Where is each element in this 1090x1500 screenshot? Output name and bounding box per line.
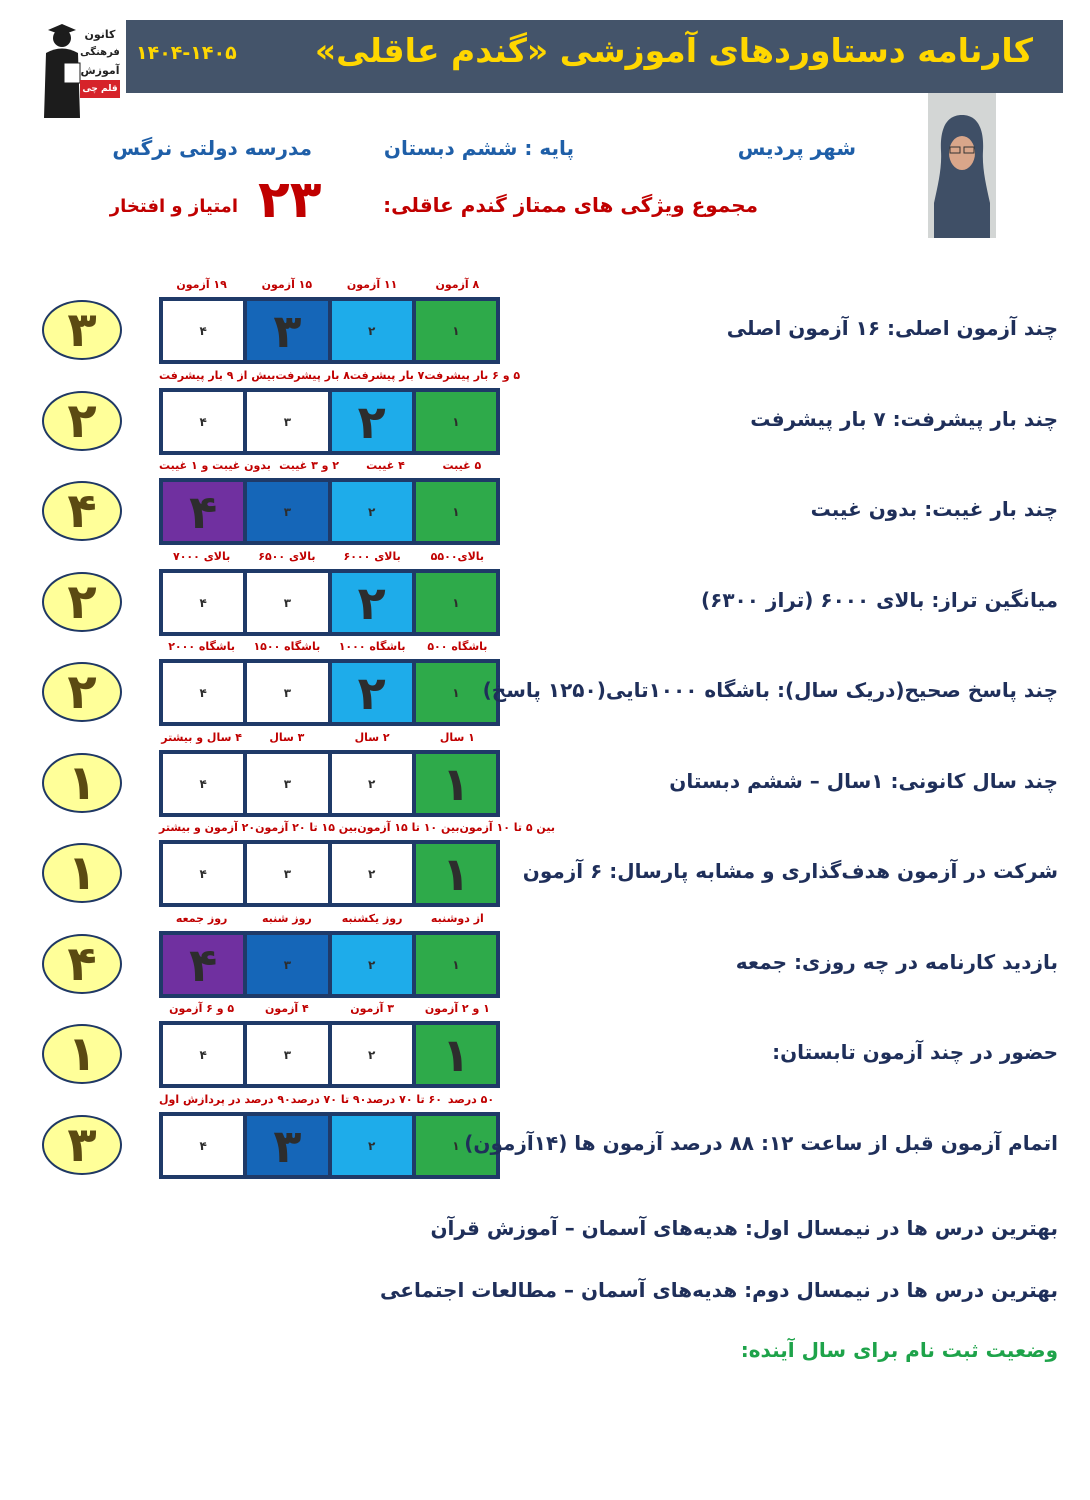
row-thresholds xyxy=(159,640,500,653)
level-cell-1: ۱ xyxy=(416,573,496,632)
row-thresholds xyxy=(159,369,521,382)
threshold-label: ۱۵ آزمون xyxy=(261,278,313,291)
threshold-label: بالای ۷۰۰۰ xyxy=(173,550,231,563)
threshold-label: بدون غیبت و ۱ غیبت xyxy=(159,459,271,472)
threshold-label: بالای ۶۵۰۰ xyxy=(258,550,316,563)
score-label: امتیاز و افتخار xyxy=(109,196,238,217)
threshold-label: روز یکشنبه xyxy=(341,912,403,925)
level-grid xyxy=(159,750,500,817)
grade: پایه : ششم دبستان xyxy=(383,136,574,160)
threshold-label: ۳ آزمون xyxy=(350,1002,394,1015)
threshold-label: ۲ سال xyxy=(354,731,390,744)
level-cell-2: ۲ xyxy=(332,663,412,722)
page-title: کارنامه دستاوردهای آموزشی «گندم عاقلی» xyxy=(314,31,1033,70)
level-cell-2: ۲ xyxy=(332,935,412,994)
level-cell-4: ۴ xyxy=(163,1025,243,1084)
level-cell-4: ۴ xyxy=(163,392,243,451)
level-cell-2: ۲ xyxy=(332,844,412,903)
threshold-label: ۴ سال و بیشتر xyxy=(161,731,242,744)
level-cell-2: ۲ xyxy=(332,1025,412,1084)
criterion-text: چند سال کانونی: ۱سال – ششم دبستان xyxy=(669,769,1058,793)
level-grid xyxy=(159,388,500,455)
threshold-label: ۷ بار پیشرفت xyxy=(349,369,425,382)
level-cell-4: ۴ xyxy=(163,663,243,722)
logo-text-3: آموزش xyxy=(80,64,120,77)
threshold-label: ۶۰ تا ۷۰ درصد xyxy=(366,1093,442,1106)
threshold-label: بالای ۶۰۰۰ xyxy=(343,550,401,563)
logo-text-1: کانون xyxy=(84,28,116,41)
threshold-label: بین ۱۵ تا ۲۰ آزمون xyxy=(255,821,358,834)
level-cell-2: ۲ xyxy=(332,1116,412,1175)
threshold-label: ۱ و ۲ آزمون xyxy=(424,1002,490,1015)
title-banner xyxy=(126,20,1063,93)
level-cell-2: ۲ xyxy=(332,301,412,360)
row-thresholds xyxy=(159,912,500,925)
level-cell-3: ۳ xyxy=(247,844,327,903)
threshold-label: باشگاه ۲۰۰۰ xyxy=(168,640,236,653)
threshold-label: باشگاه ۱۰۰۰ xyxy=(338,640,406,653)
level-grid xyxy=(159,840,500,907)
level-cell-4: ۴ xyxy=(163,573,243,632)
threshold-label: بین ۵ تا ۱۰ آزمون xyxy=(459,821,555,834)
score-circle: ۲ xyxy=(42,572,122,632)
threshold-label: باشگاه ۵۰۰ xyxy=(427,640,488,653)
best-subjects-second: بهترین درس ها در نیمسال دوم: هدیه‌های آسمان – مطالعات اجتماعی xyxy=(380,1278,1058,1302)
threshold-label: ۹۰ تا ۷۰ درصد xyxy=(290,1093,367,1106)
level-cell-1: ۱ xyxy=(416,1025,496,1084)
level-cell-3: ۳ xyxy=(247,1025,327,1084)
level-cell-2: ۲ xyxy=(332,482,412,541)
total-label: مجموع ویژگی های ممتاز گندم عاقلی: xyxy=(383,193,758,217)
criterion-text: چند آزمون اصلی: ۱۶ آزمون اصلی xyxy=(726,316,1058,340)
score-circle: ۱ xyxy=(42,843,122,903)
threshold-label: باشگاه ۱۵۰۰ xyxy=(253,640,321,653)
row-thresholds xyxy=(159,1093,500,1106)
criterion-text: اتمام آزمون قبل از ساعت ۱۲: ۸۸ درصد آزمون ها (۱۴آزمون) xyxy=(464,1131,1058,1155)
threshold-label: ۴ غیبت xyxy=(366,459,405,472)
threshold-label: ۴ آزمون xyxy=(265,1002,309,1015)
level-cell-3: ۳ xyxy=(247,1116,327,1175)
score-circle: ۱ xyxy=(42,753,122,813)
criterion-text: میانگین تراز: بالای ۶۰۰۰ (تراز ۶۳۰۰) xyxy=(701,588,1058,612)
score-circle: ۲ xyxy=(42,391,122,451)
threshold-label: بیش از ۹ بار پیشرفت xyxy=(159,369,276,382)
level-cell-3: ۳ xyxy=(247,754,327,813)
score-circle: ۳ xyxy=(42,1115,122,1175)
threshold-label: ۸ آزمون xyxy=(435,278,480,291)
level-cell-1: ۱ xyxy=(416,392,496,451)
threshold-label: ۱ سال xyxy=(439,731,475,744)
score-circle: ۴ xyxy=(42,934,122,994)
level-cell-1: ۱ xyxy=(416,301,496,360)
total-score: ۲۳ xyxy=(258,170,322,230)
level-cell-4: ۴ xyxy=(163,301,243,360)
level-cell-1: ۱ xyxy=(416,663,496,722)
level-cell-3: ۳ xyxy=(247,482,327,541)
level-cell-4: ۴ xyxy=(163,935,243,994)
threshold-label: از دوشنبه xyxy=(430,912,484,925)
score-circle: ۱ xyxy=(42,1024,122,1084)
level-cell-1: ۱ xyxy=(416,935,496,994)
threshold-label: ۵ و ۶ بار پیشرفت xyxy=(424,369,521,382)
threshold-label: ۱۱ آزمون xyxy=(346,278,398,291)
score-circle: ۴ xyxy=(42,481,122,541)
threshold-label: بالای۵۵۰۰ xyxy=(430,550,485,563)
level-grid xyxy=(159,569,500,636)
level-cell-4: ۴ xyxy=(163,482,243,541)
row-thresholds xyxy=(159,731,500,744)
threshold-label: ۸ بار پیشرفت xyxy=(275,369,350,382)
criterion-text: چند بار غیبت: بدون غیبت xyxy=(810,497,1058,521)
level-cell-2: ۲ xyxy=(332,573,412,632)
criterion-text: بازدید کارنامه در چه روزی: جمعه xyxy=(735,950,1058,974)
threshold-label: ۱۹ آزمون xyxy=(176,278,227,291)
kanoon-logo xyxy=(40,18,120,120)
threshold-label: بین ۱۰ تا ۱۵ آزمون xyxy=(357,821,460,834)
school-name: مدرسه دولتی نرگس xyxy=(112,136,312,160)
academic-years: ۱۴۰۴-۱۴۰۵ xyxy=(136,42,237,64)
row-thresholds xyxy=(159,821,555,834)
level-grid xyxy=(159,659,500,726)
level-cell-2: ۲ xyxy=(332,392,412,451)
level-grid xyxy=(159,1021,500,1088)
threshold-label: ۵ غیبت xyxy=(442,459,482,472)
level-grid xyxy=(159,478,500,545)
level-cell-1: ۱ xyxy=(416,1116,496,1175)
score-circle: ۲ xyxy=(42,662,122,722)
threshold-label: روز جمعه xyxy=(175,912,228,925)
criterion-text: حضور در چند آزمون تابستان: xyxy=(772,1040,1058,1064)
level-cell-4: ۴ xyxy=(163,754,243,813)
criterion-text: چند پاسخ صحیح(دریک سال): باشگاه ۱۰۰۰تایی(۱۲۵۰ پاسخ) xyxy=(482,678,1058,702)
logo-text-2: فرهنگی xyxy=(80,47,120,58)
level-cell-3: ۳ xyxy=(247,392,327,451)
level-cell-1: ۱ xyxy=(416,482,496,541)
row-thresholds xyxy=(159,459,500,472)
criterion-text: شرکت در آزمون هدف‌گذاری و مشابه پارسال: ۶ آزمون xyxy=(522,859,1058,883)
level-grid xyxy=(159,297,500,364)
logo-text-4: قلم چی xyxy=(80,80,120,98)
level-cell-1: ۱ xyxy=(416,754,496,813)
registration-status: وضعیت ثبت نام برای سال آینده: xyxy=(740,1338,1058,1362)
level-cell-3: ۳ xyxy=(247,935,327,994)
row-thresholds xyxy=(159,278,500,291)
row-thresholds xyxy=(159,550,500,563)
threshold-label: ۹۰ درصد در پردازش اول xyxy=(159,1093,291,1106)
level-grid xyxy=(159,1112,500,1179)
student-photo xyxy=(928,93,996,238)
level-cell-4: ۴ xyxy=(163,1116,243,1175)
best-subjects-first: بهترین درس ها در نیمسال اول: هدیه‌های آسمان – آموزش قرآن xyxy=(430,1216,1058,1240)
threshold-label: روز شنبه xyxy=(261,912,312,925)
level-cell-3: ۳ xyxy=(247,663,327,722)
level-cell-1: ۱ xyxy=(416,844,496,903)
threshold-label: ۵ و ۶ آزمون xyxy=(169,1002,235,1015)
criterion-text: چند بار پیشرفت: ۷ بار پیشرفت xyxy=(750,407,1058,431)
level-cell-4: ۴ xyxy=(163,844,243,903)
level-grid xyxy=(159,931,500,998)
threshold-label: ۵۰ درصد xyxy=(447,1093,495,1106)
row-thresholds xyxy=(159,1002,500,1015)
city: شهر پردیس xyxy=(737,136,856,160)
score-circle: ۳ xyxy=(42,300,122,360)
level-cell-2: ۲ xyxy=(332,754,412,813)
level-cell-3: ۳ xyxy=(247,573,327,632)
threshold-label: ۲۰ آزمون و بیشتر xyxy=(159,821,256,834)
level-cell-3: ۳ xyxy=(247,301,327,360)
threshold-label: ۲ و ۳ غیبت xyxy=(279,459,340,472)
threshold-label: ۳ سال xyxy=(269,731,305,744)
